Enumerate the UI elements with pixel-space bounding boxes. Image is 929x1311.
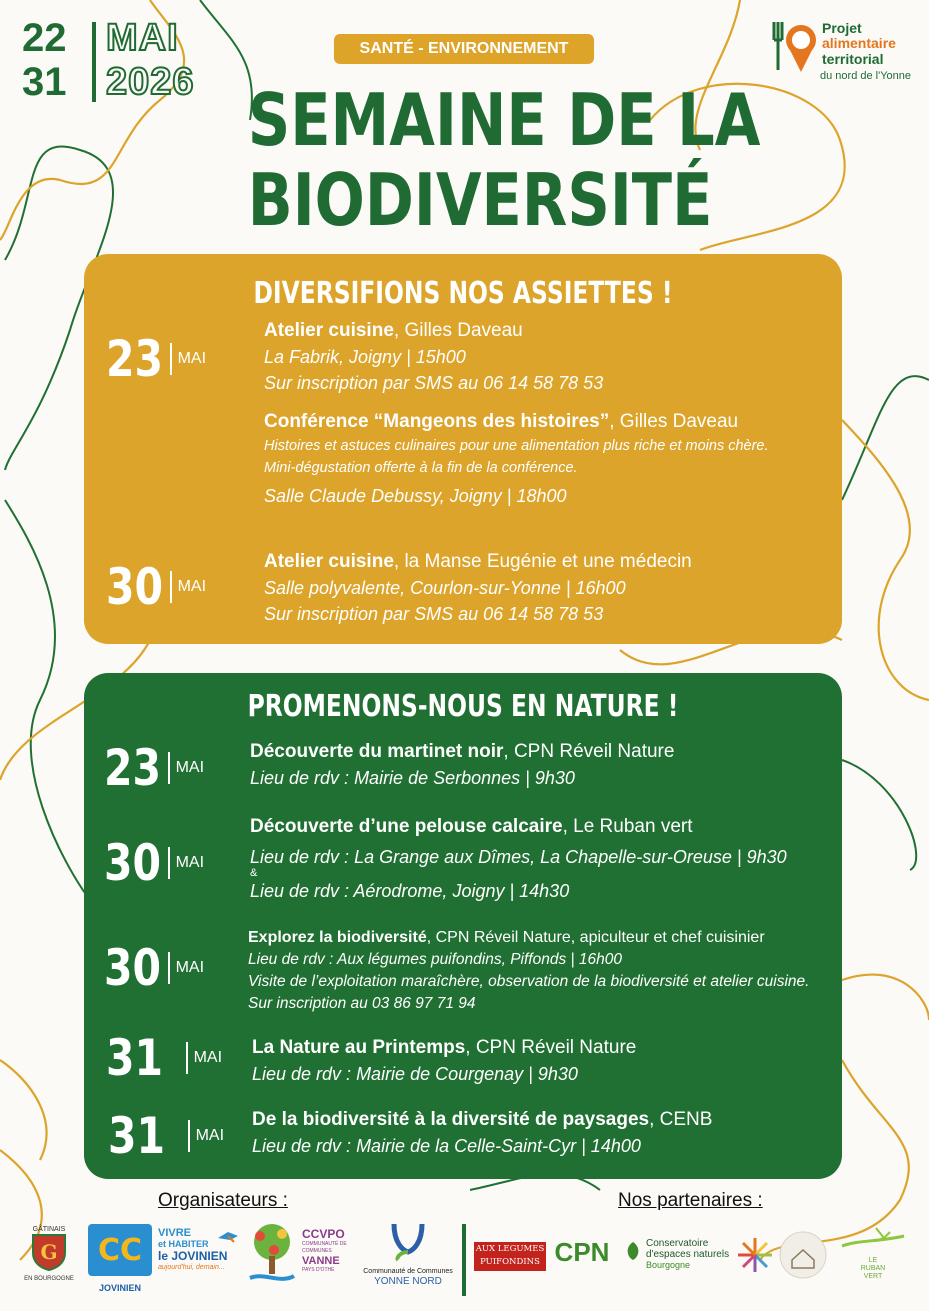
section-heading: PROMENONS-NOUS EN NATURE ! [247, 689, 679, 724]
logo-text-3: le JOVINIEN [158, 1249, 228, 1263]
year-label: 2026 [106, 61, 195, 103]
svg-text:CC: CC [97, 1233, 143, 1268]
date-day: 31 [108, 1107, 166, 1165]
logo-text-2: PUIFONDINS [480, 1257, 540, 1267]
event-atelier-cuisine-2 [264, 549, 692, 627]
logo-text-2: d'espaces naturels [646, 1249, 730, 1260]
event-place-1: Lieu de rdv : La Grange aux Dîmes, La Chapelle-sur-Oreuse | 9h30 [250, 847, 787, 867]
logo-ruban-vert [838, 1222, 908, 1288]
date-separator [168, 952, 170, 984]
logo-cen-bourgogne [624, 1238, 732, 1278]
coat-of-arms-icon [31, 1233, 67, 1271]
date-31-mai [106, 1029, 223, 1087]
start-day: 22 [22, 16, 67, 60]
date-month: MAI [175, 854, 205, 871]
logo-text-4: PAYS D'OTHE [302, 1267, 335, 1273]
event-atelier-cuisine-1 [264, 318, 603, 396]
date-23-mai [104, 739, 205, 797]
logo-text-2: et HABITER [158, 1239, 209, 1249]
yonne-nord-icon [388, 1222, 428, 1262]
logo-text-1: LE [868, 1257, 878, 1264]
event-by: , CPN Réveil Nature [465, 1037, 637, 1058]
date-day: 30 [106, 558, 164, 616]
event-by: , Le Ruban vert [562, 816, 693, 837]
deer-icon [838, 1222, 908, 1252]
event-title: De la biodiversité à la diversité de paysages [252, 1109, 650, 1130]
event-place: Lieu de rdv : Mairie de la Celle-Saint-Cyr | 14h00 [252, 1136, 641, 1156]
end-day: 31 [22, 60, 67, 104]
event-place: Lieu de rdv : Aux légumes puifondins, Piffonds | 16h00 [248, 951, 622, 968]
event-by: , CPN Réveil Nature [503, 741, 675, 762]
date-month: MAI [175, 959, 205, 976]
event-inscription: Sur inscription par SMS au 06 14 58 78 53 [264, 604, 604, 624]
pat-line-1: Projet [822, 20, 862, 36]
event-title: Découverte d’une pelouse calcaire [250, 816, 563, 837]
logo-aux-legumes [474, 1242, 546, 1271]
logo-sunburst [736, 1236, 774, 1274]
event-inscription: Sur inscription par SMS au 06 14 58 78 53 [264, 373, 604, 393]
event-by: , CPN Réveil Nature, apiculteur et chef cuisinier [426, 929, 765, 946]
date-month: MAI [177, 350, 207, 367]
date-separator [186, 1042, 188, 1074]
date-23-mai [106, 330, 207, 388]
event-title: Explorez la biodiversité [248, 929, 427, 946]
event-title: Découverte du martinet noir [250, 741, 504, 762]
logo-text-1: AUX LEGUMES [475, 1244, 545, 1254]
date-divider [92, 22, 96, 102]
sunburst-icon [736, 1236, 774, 1274]
logo-text: GÂTINAIS [32, 1226, 66, 1233]
event-conference [264, 409, 812, 509]
section-heading: DIVERSIFIONS NOS ASSIETTES ! [253, 276, 673, 311]
date-day: 23 [106, 330, 164, 388]
event-title: Atelier cuisine [264, 320, 394, 341]
date-month: MAI [195, 1127, 225, 1144]
logo-text-3: VERT [863, 1273, 883, 1280]
date-month: MAI [175, 759, 205, 776]
organizers-label: Organisateurs : [158, 1190, 288, 1211]
logo-text-4: aujourd'hui, demain... [158, 1264, 225, 1271]
event-place: La Fabrik, Joigny | 15h00 [264, 347, 466, 367]
event-title: Conférence “Mangeons des histoires” [264, 411, 610, 432]
event-place: Salle Claude Debussy, Joigny | 18h00 [264, 486, 567, 506]
event-place: Salle polyvalente, Courlon-sur-Yonne | 16h00 [264, 578, 626, 598]
cc-logo-icon [86, 1222, 154, 1278]
event-title: Atelier cuisine [264, 551, 394, 572]
title-line-2: BIODIVERSITÉ [247, 158, 713, 242]
leaf-icon [624, 1240, 642, 1262]
pat-logo [770, 18, 920, 88]
pat-line-4: du nord de l'Yonne [820, 70, 911, 82]
logo-subtext: EN BOURGOGNE [24, 1276, 74, 1282]
event-martinet [250, 739, 674, 791]
logo-yonne-nord [360, 1222, 456, 1294]
logo-text-2: COMMUNAUTÉ DE COMMUNES [302, 1241, 347, 1254]
logo-vivre-habiter [158, 1228, 240, 1288]
logo-text-2: YONNE NORD [374, 1276, 442, 1287]
logo-cpn [552, 1236, 612, 1276]
logo-text-1: Communauté de Communes [363, 1268, 453, 1275]
date-separator [170, 343, 172, 375]
date-31-mai-2 [108, 1107, 225, 1165]
month-label: MAI [106, 17, 179, 59]
event-by: , Gilles Daveau [609, 411, 739, 432]
section-assiettes [84, 254, 842, 644]
event-paysages [252, 1107, 712, 1159]
date-day: 30 [104, 939, 162, 997]
date-day: 31 [106, 1029, 164, 1087]
event-note: Mini-dégustation offerte à la fin de la conférence. [264, 460, 578, 476]
logo-text-2: RUBAN [860, 1265, 886, 1272]
event-nature-printemps [252, 1035, 636, 1087]
title-line-1: SEMAINE DE LA [247, 78, 761, 162]
tree-icon [246, 1222, 298, 1286]
event-pelouse [250, 814, 787, 904]
event-place: Lieu de rdv : Mairie de Serbonnes | 9h30 [250, 768, 575, 788]
date-30-mai [106, 558, 207, 616]
event-description: Visite de l’exploitation maraîchère, observation de la biodiversité et atelier cuisine. Sur inscription au 03 86 97 71 94 [248, 973, 810, 1012]
partners-label: Nos partenaires : [618, 1190, 763, 1211]
event-description: Histoires et astuces culinaires pour une alimentation plus riche et moins chère. [264, 438, 769, 454]
date-30-mai-2 [104, 939, 205, 997]
pat-line-3: territorial [822, 51, 884, 67]
logo-text-1: VIVRE [158, 1227, 192, 1239]
logo-text: CPN [554, 1237, 610, 1267]
event-explorez [248, 927, 836, 1015]
event-by: , la Manse Eugénie et une médecin [393, 551, 692, 572]
date-30-mai [104, 834, 205, 892]
event-by: , CENB [649, 1109, 713, 1130]
logo-text: JOVINIEN [98, 1283, 141, 1293]
logo-text-3: Bourgogne [646, 1260, 691, 1270]
date-month: MAI [177, 578, 207, 595]
svg-text:G: G [40, 1240, 58, 1264]
date-separator [168, 752, 170, 784]
pat-line-2: alimentaire [822, 35, 896, 51]
date-month: MAI [193, 1049, 223, 1066]
footer-divider [462, 1224, 466, 1296]
event-by: , Gilles Daveau [393, 320, 523, 341]
date-separator [170, 571, 172, 603]
date-day: 23 [104, 739, 162, 797]
event-title: La Nature au Printemps [252, 1037, 466, 1058]
kingfisher-icon [216, 1228, 240, 1244]
house-circle-icon [778, 1230, 828, 1280]
event-place-2: Lieu de rdv : Aérodrome, Joigny | 14h30 [250, 881, 570, 901]
date-separator [168, 847, 170, 879]
page-title [247, 78, 761, 242]
date-separator [188, 1120, 190, 1152]
event-place: Lieu de rdv : Mairie de Courgenay | 9h30 [252, 1064, 578, 1084]
fork-pin-icon [770, 18, 818, 78]
logo-jovinien [86, 1222, 154, 1294]
logo-text-1: CCVPO [302, 1227, 345, 1241]
logo-maison-piffonds [778, 1230, 828, 1280]
category-tag: SANTÉ - ENVIRONNEMENT [334, 34, 594, 64]
logo-gatinais [20, 1226, 78, 1296]
logo-text-3: VANNE [302, 1255, 340, 1267]
section-nature [84, 673, 842, 1179]
date-day: 30 [104, 834, 162, 892]
logo-text-1: Conservatoire [646, 1238, 709, 1249]
logo-ccvpo [246, 1222, 356, 1294]
event-and: & [250, 867, 258, 879]
